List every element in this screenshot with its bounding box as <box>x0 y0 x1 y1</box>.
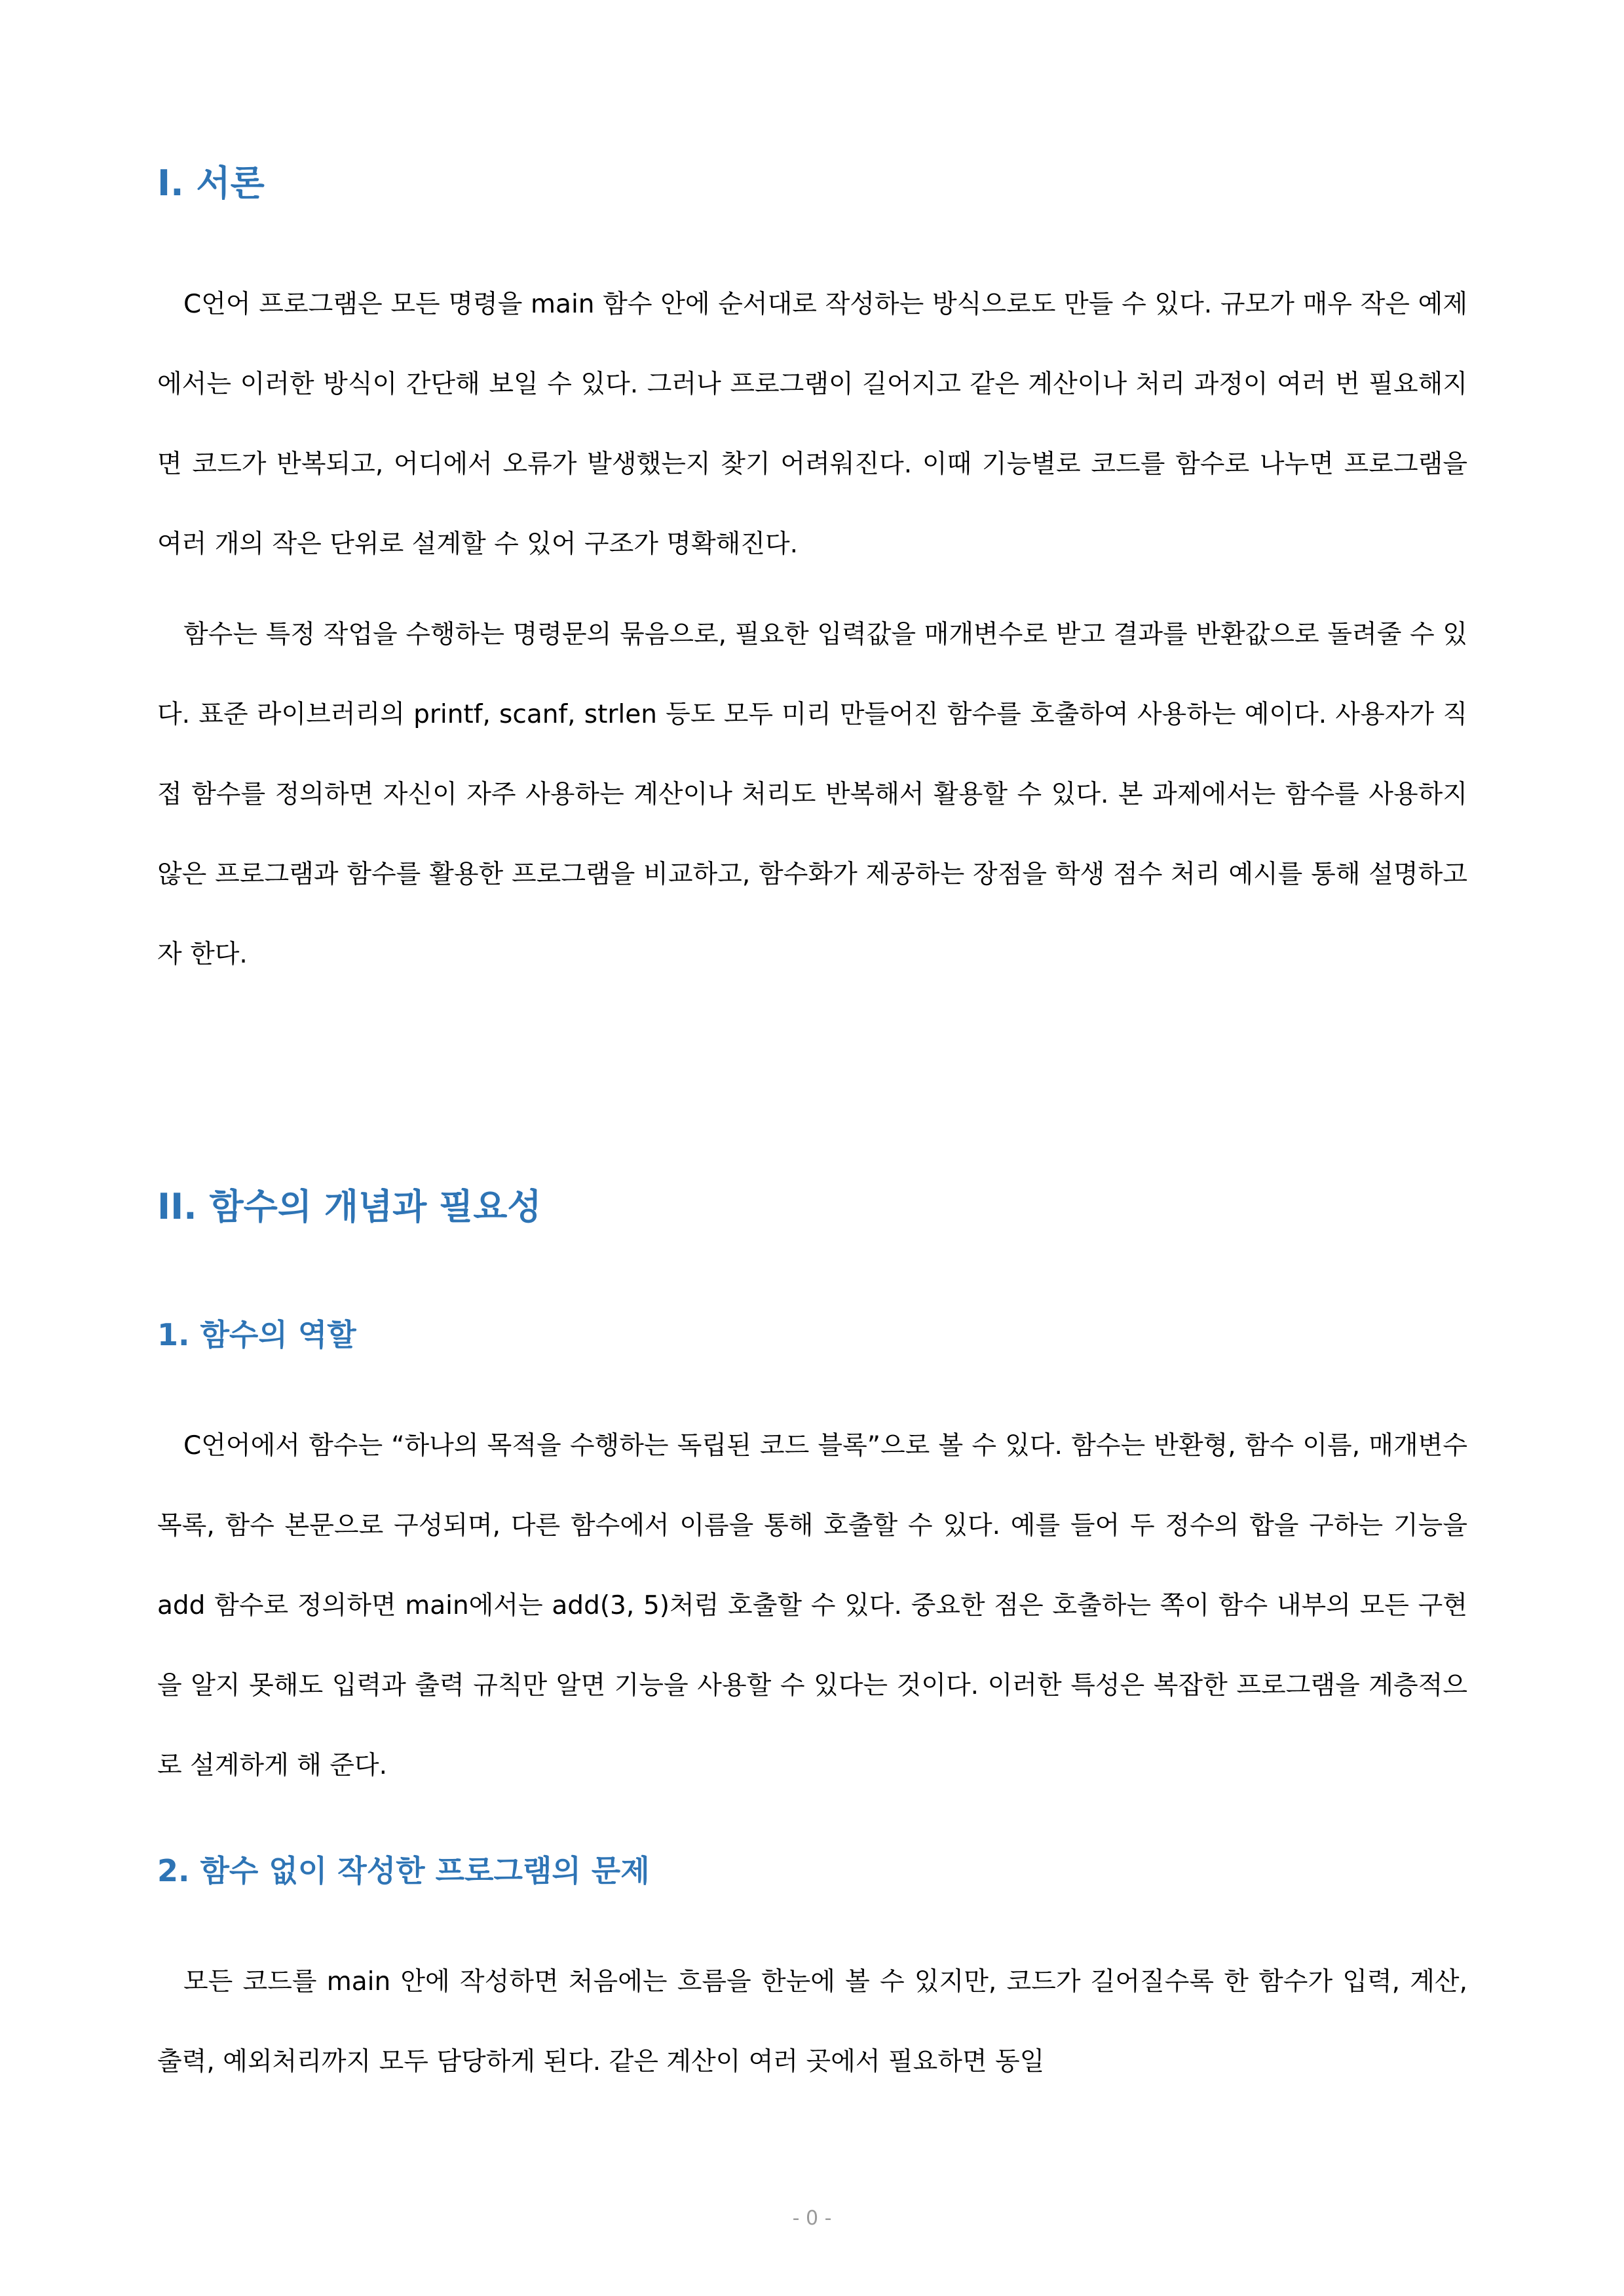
section-heading-function-concept: II. 함수의 개념과 필요성 <box>157 1186 542 1227</box>
intro-paragraph-1: C언어 프로그램은 모든 명령을 main 함수 안에 순서대로 작성하는 방식으로도 만들 수 있다. 규모가 매우 작은 예제에서는 이러한 방식이 간단해 보일 수 있다. 그러나 프로그램이 길어지고 같은 계산이나 처리 과정이 여러 번 필요해지면 코드가 반복되고, 어디에서 오류가 발생했는지 찾기 어려워진다. 이때 기능별로 코드를 함수로 나누면 프로그램을 여러 개의 작은 단위로 설계할 수 있어 구조가 명확해진다. <box>157 290 1467 559</box>
function-role-paragraph: C언어에서 함수는 “하나의 목적을 수행하는 독립된 코드 블록”으로 볼 수 있다. 함수는 반환형, 함수 이름, 매개변수 목록, 함수 본문으로 구성되며, 다른 함수에서 이름을 통해 호출할 수 있다. 예를 들어 두 정수의 합을 구하는 기능을 add 함수로 정의하면 main에서는 add(3, 5)처럼 호출할 수 있다. 중요한 점은 호출하는 쪽이 함수 내부의 모든 구현을 알지 못해도 입력과 출력 규칙만 알면 기능을 사용할 수 있다는 것이다. 이러한 특성은 복잡한 프로그램을 계층적으로 설계하게 해 준다. <box>157 1431 1467 1780</box>
without-functions-paragraph: 모든 코드를 main 안에 작성하면 처음에는 흐름을 한눈에 볼 수 있지만, 코드가 길어질수록 한 함수가 입력, 계산, 출력, 예외처리까지 모두 담당하게 된다. 같은 계산이 여러 곳에서 필요하면 동일 <box>157 1967 1467 2076</box>
subsection-heading-without-functions: 2. 함수 없이 작성한 프로그램의 문제 <box>157 1853 650 1888</box>
subsection-heading-function-role: 1. 함수의 역할 <box>157 1317 356 1352</box>
page-number: - 0 - <box>792 2207 832 2230</box>
intro-paragraph-2: 함수는 특정 작업을 수행하는 명령문의 묶음으로, 필요한 입력값을 매개변수로 받고 결과를 반환값으로 돌려줄 수 있다. 표준 라이브러리의 printf, scanf, strlen 등도 모두 미리 만들어진 함수를 호출하여 사용하는 예이다. 사용자가 직접 함수를 정의하면 자신이 자주 사용하는 계산이나 처리도 반복해서 활용할 수 있다. 본 과제에서는 함수를 사용하지 않은 프로그램과 함수를 활용한 프로그램을 비교하고, 함수화가 제공하는 장점을 학생 점수 처리 예시를 통해 설명하고자 한다. <box>157 620 1467 969</box>
section-heading-introduction: I. 서론 <box>157 163 265 204</box>
